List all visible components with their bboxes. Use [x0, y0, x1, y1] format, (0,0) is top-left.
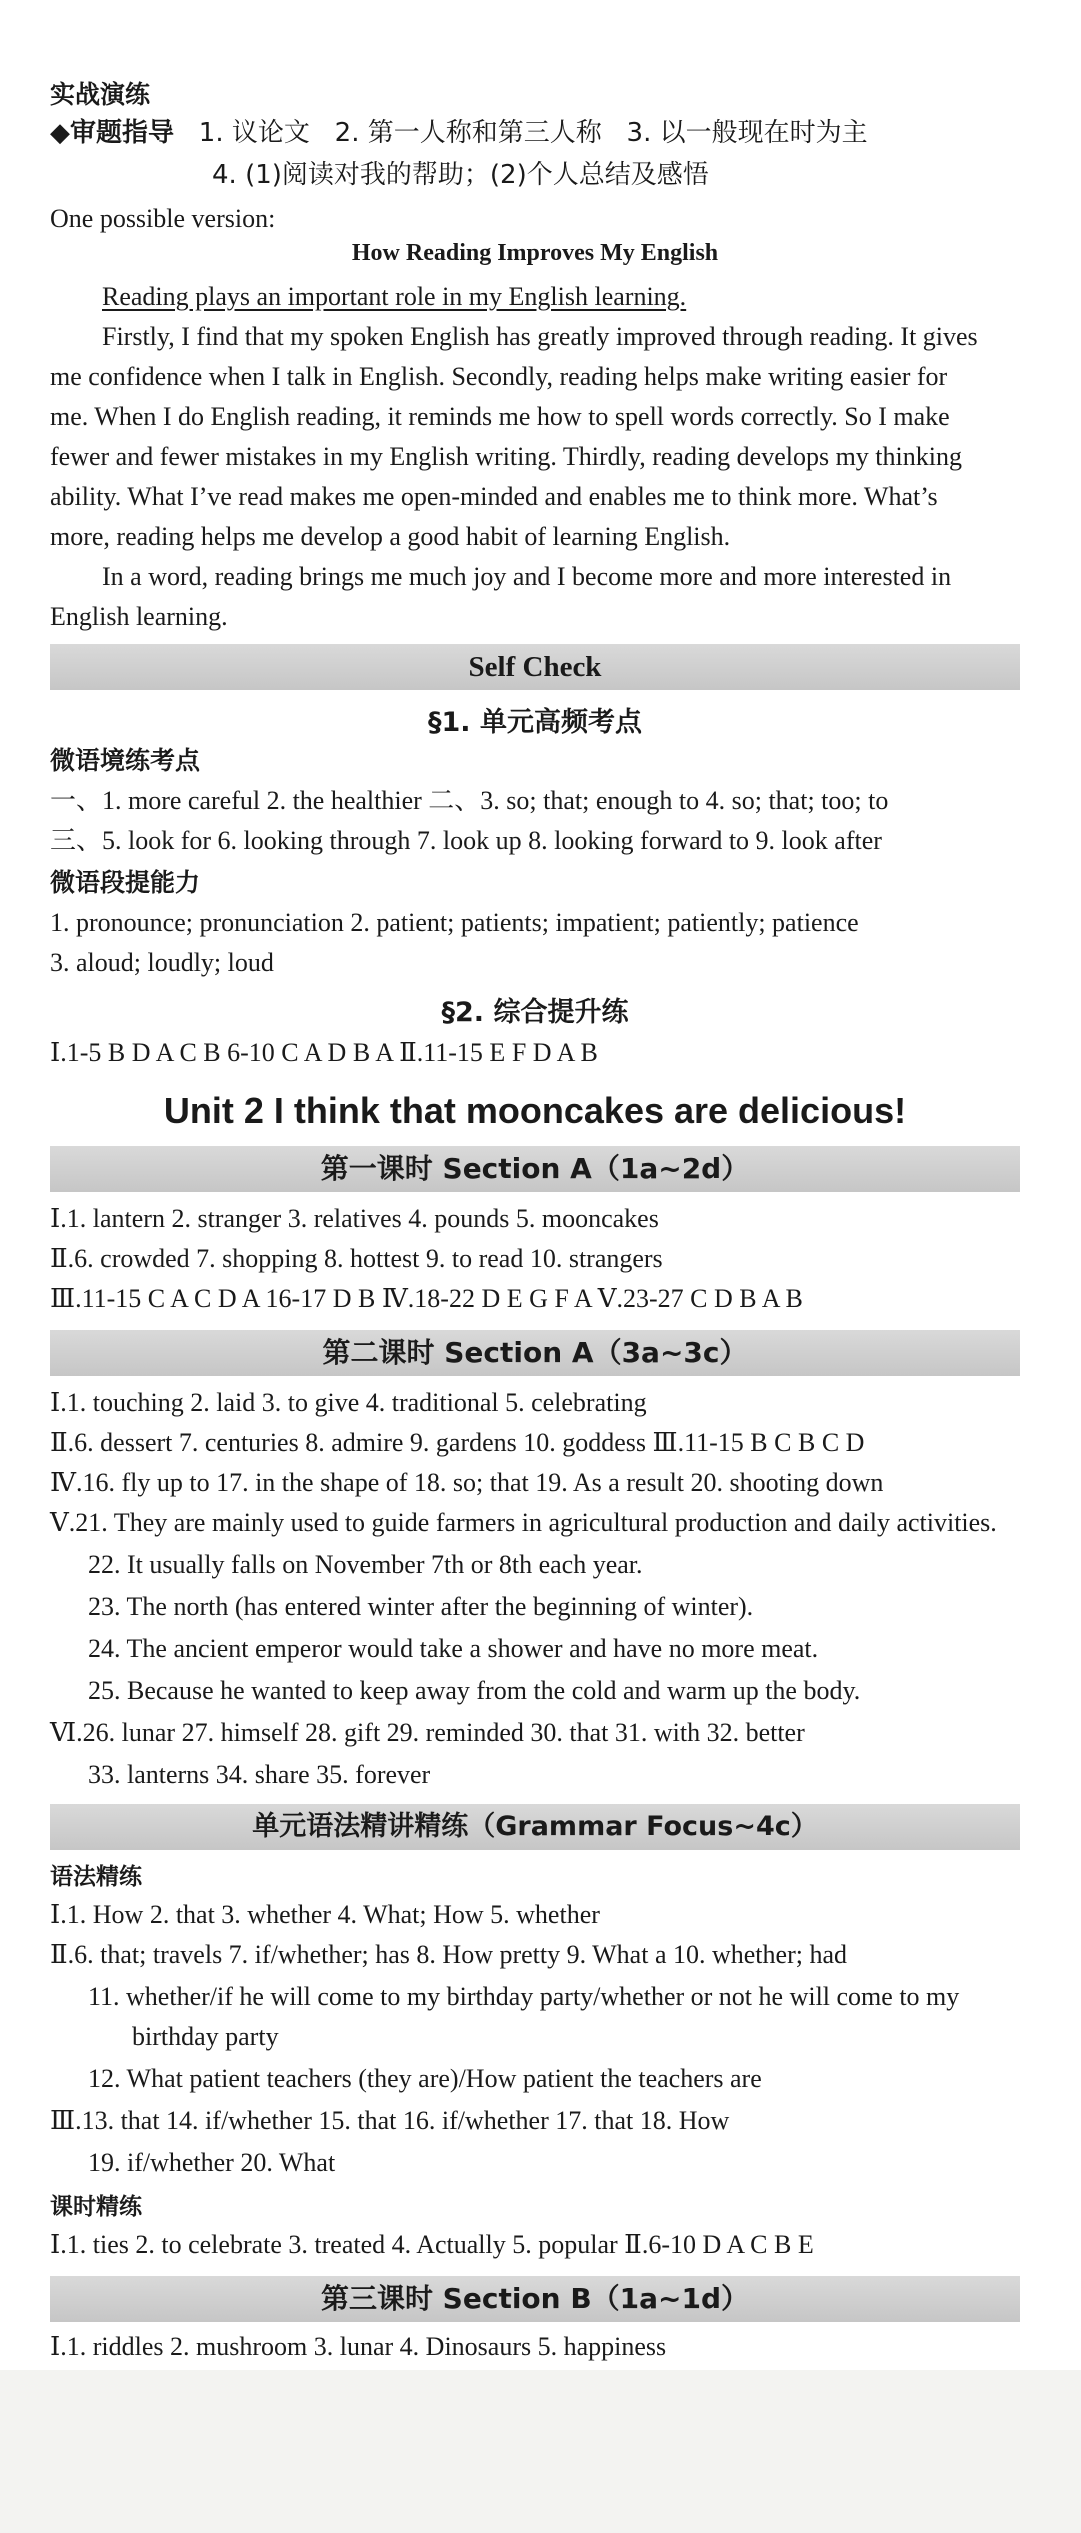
section-2-title: §2. 综合提升练 — [441, 997, 629, 1028]
lesson-2-bar: 第二课时 Section A（3a~3c） — [50, 1330, 1020, 1376]
answer-row: Ⅰ.1. ties 2. to celebrate 3. treated 4. Actually 5. popular Ⅱ.6-10 D A C B E — [50, 2230, 814, 2259]
answer-row: Ⅱ.6. dessert 7. centuries 8. admire 9. gardens 10. goddess Ⅲ.11-15 B C B C D — [50, 1428, 865, 1457]
answer-row: 3. aloud; loudly; loud — [50, 948, 274, 977]
guide-label: ◆审题指导 — [50, 118, 174, 148]
sub-heading: 微语境练考点 — [50, 746, 201, 775]
answer-row: Ⅰ.1. lantern 2. stranger 3. relatives 4. pounds 5. mooncakes — [50, 1204, 659, 1233]
answer-row: 25. Because he wanted to keep away from the cold and warm up the body. — [88, 1676, 861, 1705]
sub-heading: 课时精练 — [50, 2194, 142, 2220]
topic-sentence: Reading plays an important role in my English learning. — [102, 282, 687, 311]
guide-row — [50, 116, 868, 150]
answer-row: 33. lanterns 34. share 35. forever — [88, 1760, 431, 1789]
section-1-title: §1. 单元高频考点 — [428, 707, 642, 738]
answer-row: 23. The north (has entered winter after the beginning of winter). — [88, 1592, 754, 1621]
answer-row: 一、1. more careful 2. the healthier 二、3. so; that; enough to 4. so; that; too; to — [50, 786, 889, 815]
answer-row: Ⅰ.1. touching 2. laid 3. to give 4. traditional 5. celebrating — [50, 1388, 647, 1417]
possible-version-label: One possible version: — [50, 204, 276, 233]
practice-title: 实战演练 — [50, 80, 151, 109]
essay-line: fewer and fewer mistakes in my English writing. Thirdly, reading develops my thinking — [50, 442, 962, 471]
answer-row: Ⅲ.13. that 14. if/whether 15. that 16. if/whether 17. that 18. How — [50, 2106, 730, 2135]
unit-title: Unit 2 I think that mooncakes are delicious! — [163, 1090, 907, 1131]
answer-row: 22. It usually falls on November 7th or 8th each year. — [88, 1550, 643, 1579]
essay-line: ability. What I’ve read makes me open-minded and enables me to think more. What’s — [50, 482, 938, 511]
lesson-1-bar: 第一课时 Section A（1a~2d） — [50, 1146, 1020, 1192]
answer-row: birthday party — [132, 2022, 279, 2051]
answer-row: 12. What patient teachers (they are)/How patient the teachers are — [88, 2064, 762, 2093]
guide-item-2: 2. 第一人称和第三人称 — [334, 118, 602, 148]
answer-row: 19. if/whether 20. What — [88, 2148, 336, 2177]
guide-item-4: 4. (1)阅读对我的帮助；(2)个人总结及感悟 — [212, 160, 709, 190]
sub-heading: 语法精练 — [50, 1864, 142, 1890]
essay-line: me. When I do English reading, it reminds me how to spell words correctly. So I make — [50, 402, 950, 431]
answer-row: Ⅱ.6. that; travels 7. if/whether; has 8. How pretty 9. What a 10. whether; had — [50, 1940, 847, 1969]
answer-row: Ⅲ.11-15 C A C D A 16-17 D B Ⅳ.18-22 D E G F A Ⅴ.23-27 C D B A B — [50, 1284, 803, 1313]
answer-row: Ⅵ.26. lunar 27. himself 28. gift 29. reminded 30. that 31. with 32. better — [50, 1718, 805, 1747]
essay-line: more, reading helps me develop a good habit of learning English. — [50, 522, 731, 551]
answer-row: 三、5. look for 6. looking through 7. look up 8. looking forward to 9. look after — [50, 826, 882, 855]
answer-row: Ⅰ.1. How 2. that 3. whether 4. What; How 5. whether — [50, 1900, 600, 1929]
sub-heading: 微语段提能力 — [50, 868, 201, 897]
answer-row: Ⅰ.1-5 B D A C B 6-10 C A D B A Ⅱ.11-15 E F D A B — [50, 1038, 598, 1067]
essay-line: Firstly, I find that my spoken English has greatly improved through reading. It gives — [102, 322, 978, 351]
answer-row: 24. The ancient emperor would take a shower and have no more meat. — [88, 1634, 819, 1663]
answer-row: Ⅳ.16. fly up to 17. in the shape of 18. so; that 19. As a result 20. shooting down — [50, 1468, 884, 1497]
essay-line: me confidence when I talk in English. Secondly, reading helps make writing easier for — [50, 362, 948, 391]
answer-row: Ⅰ.1. riddles 2. mushroom 3. lunar 4. Dinosaurs 5. happiness — [50, 2332, 667, 2361]
lesson-3-bar: 第三课时 Section B（1a~1d） — [50, 2276, 1020, 2322]
essay-title: How Reading Improves My English — [351, 240, 719, 266]
essay-line: English learning. — [50, 602, 228, 631]
guide-item-3: 3. 以一般现在时为主 — [626, 118, 868, 148]
guide-item-1: 1. 议论文 — [198, 118, 310, 148]
answer-row: 11. whether/if he will come to my birthday party/whether or not he will come to my — [88, 1982, 960, 2011]
answer-row: Ⅱ.6. crowded 7. shopping 8. hottest 9. to read 10. strangers — [50, 1244, 663, 1273]
answer-row: 1. pronounce; pronunciation 2. patient; patients; impatient; patiently; patience — [50, 908, 859, 937]
grammar-bar: 单元语法精讲精练（Grammar Focus~4c） — [50, 1804, 1020, 1850]
self-check-bar: Self Check — [50, 644, 1020, 690]
answer-row: Ⅴ.21. They are mainly used to guide farmers in agricultural production and daily activities. — [50, 1508, 997, 1537]
essay-line: In a word, reading brings me much joy and I become more and more interested in — [102, 562, 952, 591]
